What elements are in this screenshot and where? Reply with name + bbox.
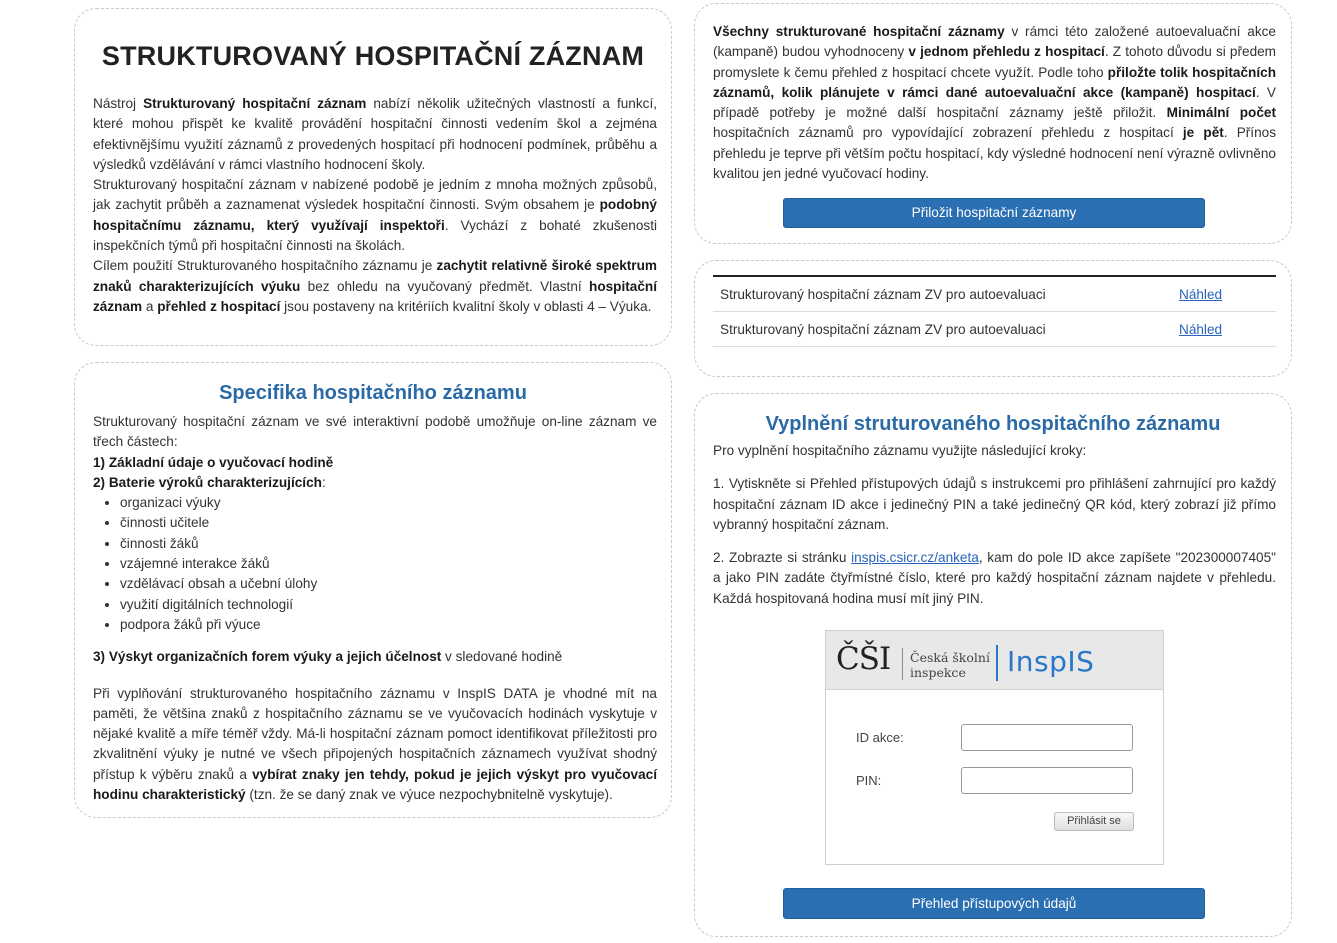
part-3: 3) Výskyt organizačních forem výuky a jejich účelnost v sledované hodině (93, 649, 563, 665)
login-preview (825, 630, 1164, 865)
list-item: • činnosti učitele (120, 513, 657, 533)
page-title: STRUKTUROVANÝ HOSPITAČNÍ ZÁZNAM (101, 41, 645, 71)
records-card (694, 260, 1292, 377)
access-overview-button[interactable]: Přehled přístupových údajů (783, 888, 1205, 919)
intro-card (74, 8, 672, 346)
list-item: • organizaci výuky (120, 493, 657, 513)
list-item: • činnosti žáků (120, 534, 657, 554)
pin-input[interactable] (961, 767, 1133, 794)
table-row (713, 312, 1276, 347)
intro-paragraph-1: Nástroj Strukturovaný hospitační záznam nabízí několik užitečných vlastností a funkcí, které mohou přispět ke kvalitě provádění hospitační činnosti vedením škol a zejména efektivnějšímu využití záznamů z provedených hospitací při hodnocení podmínek, průběhu a výsledků vzdělávání v rámci vlastního hodnocení školy. (93, 96, 657, 172)
step-2: 2. Zobrazte si stránku inspis.csicr.cz/anketa, kam do pole ID akce zapíšete "202300007405" a jako PIN zadáte čtyřmístné číslo, které pro každý hospitační záznam najdete v přehledu. Každá hospitovaná hodina musí mít jiný PIN. (713, 550, 1276, 606)
fill-lead: Pro vyplnění hospitačního záznamu využijte následující kroky: (713, 443, 1087, 458)
table-row (713, 276, 1276, 312)
list-item: • podpora žáků při výuce (120, 615, 657, 635)
attach-card (694, 3, 1292, 244)
anketa-link[interactable]: inspis.csicr.cz/anketa (851, 550, 979, 566)
logo-text-line-1: Česká školní (910, 650, 990, 665)
specifika-lead: Strukturovaný hospitační záznam ve své interaktivní podobě umožňuje on-line záznam ve třech částech: (93, 414, 657, 450)
attach-records-button[interactable]: Přiložit hospitační záznamy (783, 198, 1205, 228)
fill-title: Vyplnění struturovaného hospitačního záznamu (765, 413, 1221, 435)
logo-divider (902, 648, 903, 680)
fill-card (694, 393, 1292, 937)
preview-link[interactable]: Náhled (1179, 286, 1223, 302)
record-name: Strukturovaný hospitační záznam ZV pro autoevaluaci (713, 276, 1172, 312)
step-1: 1. Vytiskněte si Přehled přístupových údajů s instrukcemi pro přihlášení zahrnující pro každý hospitační záznam ID akce i jedinečný PIN a také jedinečný QR kód, který zobrazí již přímo vybranný hospitační záznam. (713, 476, 1276, 532)
part-2: 2) Baterie výroků charakterizujících: (93, 474, 326, 490)
specifika-note: Při vyplňování strukturovaného hospitačního záznamu v InspIS DATA je vhodné mít na paměti, že většina znaků z hospitačního záznamu se ve vyučovacích hodinách vyskytuje v nějaké kvalitě a míře téměř vždy. Má-li hospitační záznam pomoct identifikovat příležitosti pro zkvalitnění výuky je nutné ve všech připojených hospitačních záznamech využívat shodný přístup k výběru znaků a vybírat znaky jen tehdy, pokud je jejich výskyt pro vyučovací hodinu charakteristický (tzn. že se daný znak ve výuce nezpochybnitelně vyskytuje). (93, 685, 658, 803)
inspis-logo: InspIS (1007, 645, 1095, 678)
records-table (713, 275, 1276, 347)
specifika-card (74, 362, 672, 818)
specifika-title: Specifika hospitačního záznamu (219, 382, 527, 404)
login-button[interactable]: Přihlásit se (1054, 812, 1134, 831)
logo-text-line-2: inspekce (910, 665, 966, 680)
list-item: • využití digitálních technologií (120, 595, 657, 615)
pin-label: PIN: (856, 773, 882, 788)
record-name: Strukturovaný hospitační záznam ZV pro autoevaluaci (713, 312, 1172, 347)
intro-paragraph-2: Strukturovaný hospitační záznam v nabízené podobě je jedním z mnoha možných způsobů, jak zachytit průběh a zaznamenat výsledek hospitační činnosti. Svým obsahem je podobný hospitačnímu záznamu, který využívají inspektoři. Vychází z bohaté zkušenosti inspekčních týmů při hospitační činnosti na školách. (93, 177, 657, 254)
attach-text: Všechny strukturované hospitační záznamy v rámci této založené autoevaluační akce (kampaně) budou vyhodnoceny v jednom přehledu z hospitací. Z tohoto důvodu si předem promyslete k čemu přehled z hospitací chcete využít. Podle toho přiložte tolik hospitačních záznamů, kolik plánujete v rámci dané autoevaluační akce (kampaně) hospitací. V případě potřeby je možné další hospitační záznamy ještě přiložit. Minimální počet hospitačních záznamů pro vypovídající zobrazení přehledu z hospitací je pět. Přínos přehledu je teprve při větším počtu hospitací, kdy výsledné hodnocení není výrazně ovlivněno kvalitou jen jedné vyučovací hodiny. (713, 24, 1277, 182)
csi-logo: ČŠI (836, 641, 891, 677)
list-item: • vzájemné interakce žáků (120, 554, 657, 574)
list-item: • vzdělávací obsah a učební úlohy (120, 574, 657, 594)
intro-paragraph-3: Cílem použití Strukturovaného hospitačního záznamu je zachytit relativně široké spektrum znaků charakterizujících výuku bez ohledu na vyučovaný předmět. Vlastní hospitační záznam a přehled z hospitací jsou postaveny na kritériích kvalitní školy v oblasti 4 – Výuka. (93, 258, 657, 314)
login-header (826, 631, 1163, 690)
id-label: ID akce: (856, 730, 904, 745)
part-1: 1) Základní údaje o vyučovací hodině (93, 454, 334, 470)
characteristics-list (93, 493, 657, 635)
preview-link[interactable]: Náhled (1179, 321, 1223, 337)
id-input[interactable] (961, 724, 1133, 751)
logo-divider (996, 645, 998, 681)
